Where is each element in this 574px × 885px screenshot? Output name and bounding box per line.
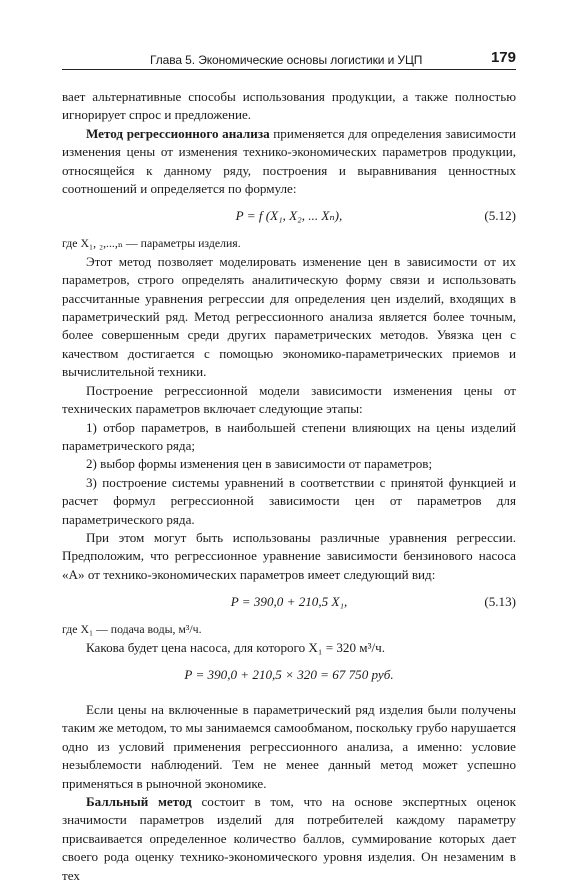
paragraph-regression-method <box>62 125 516 199</box>
paragraph-model-stages: Построение регрессионной модели зависимости изменения цены от технических параметров включает следующие этапы: <box>62 382 516 417</box>
paragraph-regression-example: При этом могут быть использованы различные уравнения регрессии. Предположим, что регрессионное уравнение зависимости бензинового насоса «А» от технико-экономических параметров имеет следующий вид: <box>62 529 516 582</box>
paragraph-method-description: Этот метод позволяет моделировать изменение цен в зависимости от их параметров, строго определять аналитическую форму связи и использовать рассчитанные уравнения регрессии для определения цен изделий, входящих в параметрический ряд. Метод регрессионного анализа является более точным, более совершенным среди других параметрических методов. Увязка цен с качеством достигается с помощью экономико-параметрических приемов и вычислительной техники. <box>62 253 516 380</box>
page-number: 179 <box>490 49 516 66</box>
list-item: 3) построение системы уравнений в соответствии с принятой функцией и расчет формул регрессионной зависимости цен от параметров для параметрического ряда. <box>62 474 516 527</box>
formula-5-13 <box>62 590 516 616</box>
formula-number: (5.13) <box>484 594 516 610</box>
term-regression-method: Метод регрессионного анализа <box>86 125 270 141</box>
page-body <box>62 88 516 885</box>
term-points-method: Балльный метод <box>86 794 192 809</box>
formula-number: (5.12) <box>484 208 516 224</box>
header-rule <box>62 69 516 70</box>
paragraph-continued: вает альтернативные способы использования продукции, а также полностью игнорирует спрос и предложение. <box>62 89 516 123</box>
paragraph-text: применяется для определения зависимости изменения цены от изменения технико-экономических параметров продукции, относящейся к данному ряду, построения и выравнивания ценностных соотношений и определяется по формуле: <box>62 125 516 197</box>
formula-note: где X₁, ₂,...,ₙ — параметры изделия. <box>62 236 241 251</box>
list-item: 1) отбор параметров, в наибольшей степени влияющих на цены изделий параметрического ряда; <box>62 419 516 453</box>
formula-calculation <box>62 663 516 689</box>
paragraph-text: состоит в том, что на основе экспертных оценок значимости параметров изделий для потребителей каждому параметру присваивается определенное количество баллов, суммирование которых дает своего рода оценку технико-экономического уровня изделия. Он незаменим в тех <box>62 794 516 883</box>
chapter-title: Глава 5. Экономические основы логистики и УЦП <box>150 53 423 67</box>
example-question: Какова будет цена насоса, для которого X₁ = 320 м³/ч. <box>86 639 386 655</box>
formula-expression: P = 390,0 + 210,5 X₁, <box>230 594 348 610</box>
paragraph-points-method <box>62 793 516 885</box>
list-item: 2) выбор формы изменения цен в зависимости от параметров; <box>86 456 433 472</box>
paragraph-self-deception: Если цены на включенные в параметрический ряд изделия были получены таким же методом, то мы занимаемся самообманом, поскольку грубо нарушается одно из условий применения регрессионного анализа, а именно: условие незыблемости наблюдений. Тем не менее данный метод может успешно применяться в рыночной экономике. <box>62 701 516 791</box>
formula-expression: P = 390,0 + 210,5 × 320 = 67 750 руб. <box>184 666 394 682</box>
formula-5-12 <box>62 204 516 230</box>
formula-note: где X₁ — подача воды, м³/ч. <box>62 622 202 637</box>
formula-expression: P = f (X₁, X₂, ... Xₙ), <box>235 208 343 224</box>
running-header <box>62 50 516 72</box>
